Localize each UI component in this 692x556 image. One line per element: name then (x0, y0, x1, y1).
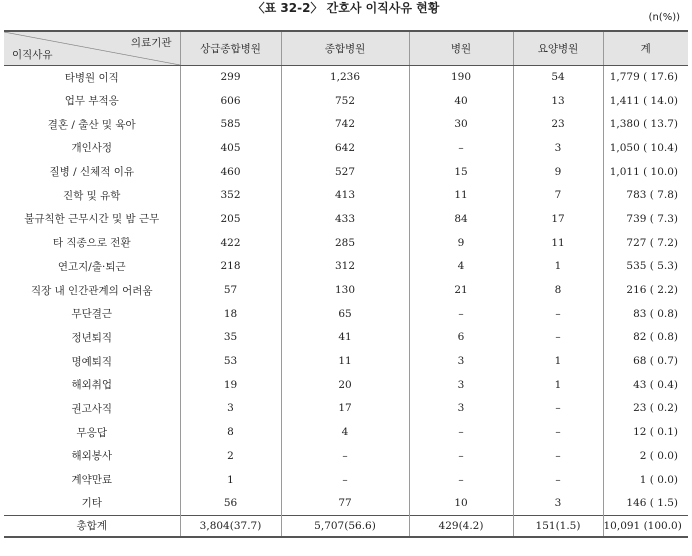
value-cell: 1 (513, 349, 603, 373)
table-row (4, 491, 688, 515)
value-cell: 65 (281, 302, 409, 326)
value-cell: 130 (281, 278, 409, 302)
total-column-cell: 2 ( 0.0) (603, 444, 688, 468)
value-cell: – (409, 444, 513, 468)
reason-cell: 해외봉사 (71, 450, 113, 463)
total-column-cell: 82 ( 0.8) (603, 326, 688, 350)
table-row (4, 207, 688, 231)
column-header: 계 (603, 31, 688, 65)
table-row (4, 136, 688, 160)
total-column-cell: 1,779 ( 17.6) (603, 65, 688, 89)
table-row (4, 231, 688, 255)
total-cell: 151(1.5) (513, 515, 603, 537)
corner-header-cell (4, 31, 180, 65)
value-cell: 18 (180, 302, 281, 326)
value-cell: 53 (180, 349, 281, 373)
value-cell: 606 (180, 89, 281, 113)
reason-cell: 개인사정 (71, 142, 113, 155)
table-row (4, 183, 688, 207)
value-cell: 11 (409, 183, 513, 207)
total-column-cell: 1,050 ( 10.4) (603, 136, 688, 160)
corner-top-label: 의료기관 (130, 37, 172, 49)
value-cell: 585 (180, 112, 281, 136)
value-cell: 8 (513, 278, 603, 302)
value-cell: 57 (180, 278, 281, 302)
value-cell: 433 (281, 207, 409, 231)
value-cell: 21 (409, 278, 513, 302)
value-cell: 3 (409, 397, 513, 421)
value-cell: 11 (281, 349, 409, 373)
value-cell: – (513, 326, 603, 350)
value-cell: 312 (281, 255, 409, 279)
value-cell: 19 (180, 373, 281, 397)
total-column-cell: 739 ( 7.3) (603, 207, 688, 231)
value-cell: – (281, 468, 409, 492)
value-cell: 3 (513, 491, 603, 515)
value-cell: 422 (180, 231, 281, 255)
value-cell: 405 (180, 136, 281, 160)
value-cell: 20 (281, 373, 409, 397)
value-cell: – (409, 136, 513, 160)
column-header: 병원 (409, 31, 513, 65)
value-cell: 460 (180, 160, 281, 184)
value-cell: 1 (180, 468, 281, 492)
value-cell: 77 (281, 491, 409, 515)
value-cell: – (513, 302, 603, 326)
table-row (4, 468, 688, 492)
value-cell: 527 (281, 160, 409, 184)
reason-cell: 무응답 (76, 426, 107, 439)
value-cell: 742 (281, 112, 409, 136)
total-row (4, 515, 688, 537)
value-cell: 8 (180, 420, 281, 444)
reason-cell: 타 직종으로 전환 (52, 237, 131, 250)
reason-cell: 명예퇴직 (71, 355, 113, 368)
table-row (4, 278, 688, 302)
total-column-cell: 12 ( 0.1) (603, 420, 688, 444)
value-cell: 17 (281, 397, 409, 421)
value-cell: 1 (513, 255, 603, 279)
value-cell: 190 (409, 65, 513, 89)
value-cell: 35 (180, 326, 281, 350)
value-cell: 17 (513, 207, 603, 231)
total-column-cell: 68 ( 0.7) (603, 349, 688, 373)
value-cell: 3 (180, 397, 281, 421)
total-column-cell: 216 ( 2.2) (603, 278, 688, 302)
value-cell: 9 (513, 160, 603, 184)
corner-bottom-label: 이직사유 (12, 48, 53, 61)
table-row (4, 65, 688, 89)
reason-cell: 업무 부적응 (64, 95, 119, 108)
table-row (4, 160, 688, 184)
unit-label: (n(%)) (648, 12, 680, 23)
table-row (4, 397, 688, 421)
value-cell: 4 (409, 255, 513, 279)
value-cell: 11 (513, 231, 603, 255)
value-cell: 752 (281, 89, 409, 113)
table-title: 〈표 32-2〉 간호사 이직사유 현황 (252, 1, 440, 15)
value-cell: – (513, 420, 603, 444)
reason-cell: 직장 내 인간관계의 어려움 (30, 284, 153, 297)
table-row (4, 302, 688, 326)
table-row (4, 373, 688, 397)
reason-cell: 해외취업 (71, 379, 113, 392)
total-column-cell: 535 ( 5.3) (603, 255, 688, 279)
value-cell: 13 (513, 89, 603, 113)
value-cell: 1,236 (281, 65, 409, 89)
value-cell: 6 (409, 326, 513, 350)
total-column-cell: 146 ( 1.5) (603, 491, 688, 515)
total-cell: 3,804(37.7) (180, 515, 281, 537)
total-column-cell: 23 ( 0.2) (603, 397, 688, 421)
column-header: 요양병원 (513, 31, 603, 65)
value-cell: – (409, 302, 513, 326)
value-cell: – (513, 468, 603, 492)
total-column-cell: 1,411 ( 14.0) (603, 89, 688, 113)
value-cell: 56 (180, 491, 281, 515)
total-label: 총합계 (4, 515, 180, 537)
table-row (4, 420, 688, 444)
reason-cell: 기타 (81, 497, 102, 510)
reason-cell: 타병원 이직 (64, 71, 119, 84)
value-cell: 3 (513, 136, 603, 160)
table-row (4, 89, 688, 113)
table-row (4, 349, 688, 373)
column-header: 종합병원 (281, 31, 409, 65)
total-column-cell: 43 ( 0.4) (603, 373, 688, 397)
reason-cell: 권고사직 (71, 402, 113, 415)
value-cell: – (281, 444, 409, 468)
value-cell: 3 (409, 373, 513, 397)
table-row (4, 255, 688, 279)
turnover-reason-table (4, 30, 688, 538)
table-row (4, 444, 688, 468)
value-cell: 40 (409, 89, 513, 113)
value-cell: – (513, 444, 603, 468)
reason-cell: 불규칙한 근무시간 및 밤 근무 (24, 213, 160, 226)
header-row (4, 31, 688, 65)
total-cell: 429(4.2) (409, 515, 513, 537)
value-cell: 10 (409, 491, 513, 515)
value-cell: 30 (409, 112, 513, 136)
value-cell: 15 (409, 160, 513, 184)
reason-cell: 무단결근 (71, 308, 113, 321)
reason-cell: 연고지/출·퇴근 (57, 260, 126, 273)
table-row (4, 112, 688, 136)
value-cell: 54 (513, 65, 603, 89)
value-cell: 9 (409, 231, 513, 255)
reason-cell: 계약만료 (71, 474, 113, 487)
value-cell: 642 (281, 136, 409, 160)
value-cell: 413 (281, 183, 409, 207)
value-cell: 23 (513, 112, 603, 136)
reason-cell: 정년퇴직 (71, 331, 113, 344)
value-cell: 205 (180, 207, 281, 231)
reason-cell: 결혼 / 출산 및 육아 (47, 118, 136, 131)
total-column-cell: 83 ( 0.8) (603, 302, 688, 326)
value-cell: 3 (409, 349, 513, 373)
value-cell: – (513, 397, 603, 421)
total-column-cell: 783 ( 7.8) (603, 183, 688, 207)
total-column-cell: 727 ( 7.2) (603, 231, 688, 255)
reason-cell: 질병 / 신체적 이유 (49, 166, 135, 179)
total-column-cell: 1,380 ( 13.7) (603, 112, 688, 136)
value-cell: 7 (513, 183, 603, 207)
value-cell: – (409, 420, 513, 444)
value-cell: 4 (281, 420, 409, 444)
total-column-cell: 1 ( 0.0) (603, 468, 688, 492)
value-cell: – (409, 468, 513, 492)
value-cell: 218 (180, 255, 281, 279)
value-cell: 2 (180, 444, 281, 468)
value-cell: 352 (180, 183, 281, 207)
value-cell: 1 (513, 373, 603, 397)
table-row (4, 326, 688, 350)
value-cell: 41 (281, 326, 409, 350)
value-cell: 84 (409, 207, 513, 231)
value-cell: 285 (281, 231, 409, 255)
total-column-cell: 1,011 ( 10.0) (603, 160, 688, 184)
total-cell: 10,091 (100.0) (603, 515, 688, 537)
table-body (4, 65, 688, 515)
reason-cell: 진학 및 유학 (63, 189, 121, 202)
column-header: 상급종합병원 (180, 31, 281, 65)
total-cell: 5,707(56.6) (281, 515, 409, 537)
value-cell: 299 (180, 65, 281, 89)
